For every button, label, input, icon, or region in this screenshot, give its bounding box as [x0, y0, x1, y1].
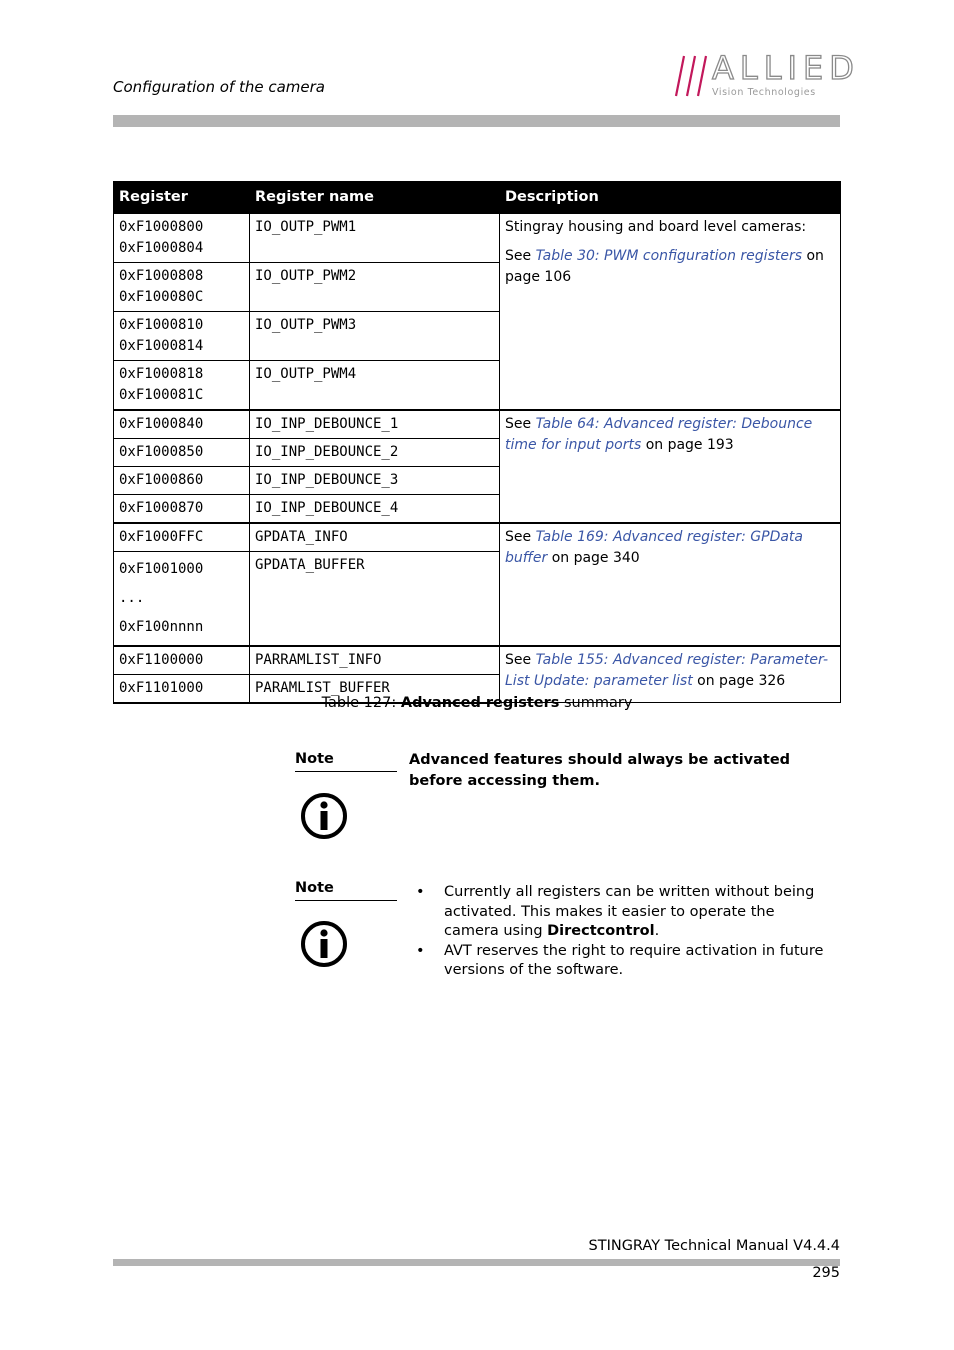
register-name-cell: GPDATA_INFO [250, 523, 500, 552]
register-address: 0xF1000800 [119, 218, 204, 235]
description-cell-pwm [500, 213, 841, 410]
caption-bold: Advanced registers [400, 695, 560, 711]
gpdata-table-link[interactable]: Table 169: Advanced register: GPData buffer [505, 528, 803, 566]
table-caption [0, 695, 954, 711]
register-name-cell: PARAMLIST_BUFFER [250, 674, 500, 703]
register-cell: 0xF1000850 [114, 438, 250, 466]
register-name-cell: IO_INP_DEBOUNCE_3 [250, 466, 500, 494]
register-cell [114, 213, 250, 262]
column-header-description: Description [500, 181, 841, 213]
page-ref-text: on page 326 [697, 672, 786, 689]
logo-word: ALLIED [712, 49, 860, 87]
register-address: 0xF1000808 [119, 267, 204, 284]
page-ref-text: on page 106 [505, 247, 824, 285]
register-address: 0xF1000818 [119, 365, 204, 382]
bullet-icon: • [416, 884, 425, 900]
register-address: 0xF1000810 [119, 316, 204, 333]
info-icon [300, 792, 348, 840]
page-number: 295 [812, 1265, 840, 1281]
header-rule [113, 115, 840, 127]
logo-slashes-icon [668, 52, 712, 98]
column-header-register-name: Register name [250, 181, 500, 213]
table-row [114, 646, 841, 675]
caption-prefix: Table 127: [321, 695, 397, 711]
description-cell-paramlist [500, 646, 841, 703]
table-row [114, 523, 841, 552]
bullet-bold-text: Directcontrol [547, 923, 655, 939]
table-row [114, 410, 841, 439]
caption-suffix: summary [564, 695, 633, 711]
column-header-register: Register [114, 181, 250, 213]
bullet-text-end: . [654, 923, 660, 939]
note-bullet-list [412, 883, 832, 981]
debounce-table-link[interactable]: Table 64: Advanced register: Debounce time for input ports [505, 415, 813, 453]
page-ref-text: on page 340 [551, 549, 640, 566]
note-label: Note [295, 751, 397, 772]
section-title: Configuration of the camera [113, 78, 325, 96]
logo-subtitle: Vision Technologies [712, 87, 816, 98]
register-address: 0xF1000804 [119, 239, 204, 256]
manual-title: STINGRAY Technical Manual V4.4.4 [588, 1238, 840, 1254]
register-cell: 0xF1000860 [114, 466, 250, 494]
register-name-cell: IO_INP_DEBOUNCE_2 [250, 438, 500, 466]
pwm-table-link[interactable]: Table 30: PWM configuration registers [535, 247, 803, 264]
register-address: ... [119, 589, 145, 606]
register-name-cell: IO_INP_DEBOUNCE_4 [250, 494, 500, 523]
table-header-row [114, 181, 841, 213]
register-cell: 0xF1000840 [114, 410, 250, 439]
register-cell: 0xF1100000 [114, 646, 250, 675]
note-label: Note [295, 880, 397, 901]
register-cell: 0xF1000870 [114, 494, 250, 523]
see-text: See [505, 247, 532, 264]
register-address: 0xF100nnnn [119, 618, 204, 635]
footer-rule [113, 1259, 840, 1266]
description-cell-debounce [500, 410, 841, 523]
register-name-cell: PARRAMLIST_INFO [250, 646, 500, 675]
description-text: Stingray housing and board level cameras: [505, 218, 807, 235]
see-text: See [505, 528, 532, 545]
page-ref-text: on page 193 [645, 436, 734, 453]
info-icon [300, 920, 348, 968]
register-name-cell: IO_INP_DEBOUNCE_1 [250, 410, 500, 439]
register-cell [114, 360, 250, 410]
register-cell: 0xF1101000 [114, 674, 250, 703]
register-address: 0xF1001000 [119, 560, 204, 577]
register-cell: 0xF1000FFC [114, 523, 250, 552]
advanced-registers-table [113, 181, 841, 704]
register-cell [114, 551, 250, 646]
register-name-cell: IO_OUTP_PWM3 [250, 311, 500, 360]
allied-logo [668, 49, 860, 102]
paramlist-table-link[interactable]: Table 155: Advanced register: Parameter-List Update: parameter list [505, 651, 829, 689]
register-name-cell: IO_OUTP_PWM2 [250, 262, 500, 311]
register-address: 0xF1000814 [119, 337, 204, 354]
note-text: Advanced features should always be activated before accessing them. [409, 752, 791, 789]
register-address: 0xF100081C [119, 386, 204, 403]
bullet-icon: • [416, 942, 425, 959]
see-text: See [505, 651, 532, 668]
register-name-cell: GPDATA_BUFFER [250, 551, 500, 646]
register-address: 0xF100080C [119, 288, 204, 305]
bullet-text: AVT reserves the right to require activation in future versions of the software. [444, 942, 824, 978]
bullet-text: Currently all registers can be written without being activated. This makes it easier to operate the camera using [444, 884, 815, 939]
register-cell [114, 262, 250, 311]
register-name-cell: IO_OUTP_PWM1 [250, 213, 500, 262]
list-item [412, 942, 832, 981]
see-text: See [505, 415, 532, 432]
description-cell-gpdata [500, 523, 841, 646]
register-cell [114, 311, 250, 360]
table-row [114, 213, 841, 262]
register-name-cell: IO_OUTP_PWM4 [250, 360, 500, 410]
list-item [412, 883, 832, 942]
